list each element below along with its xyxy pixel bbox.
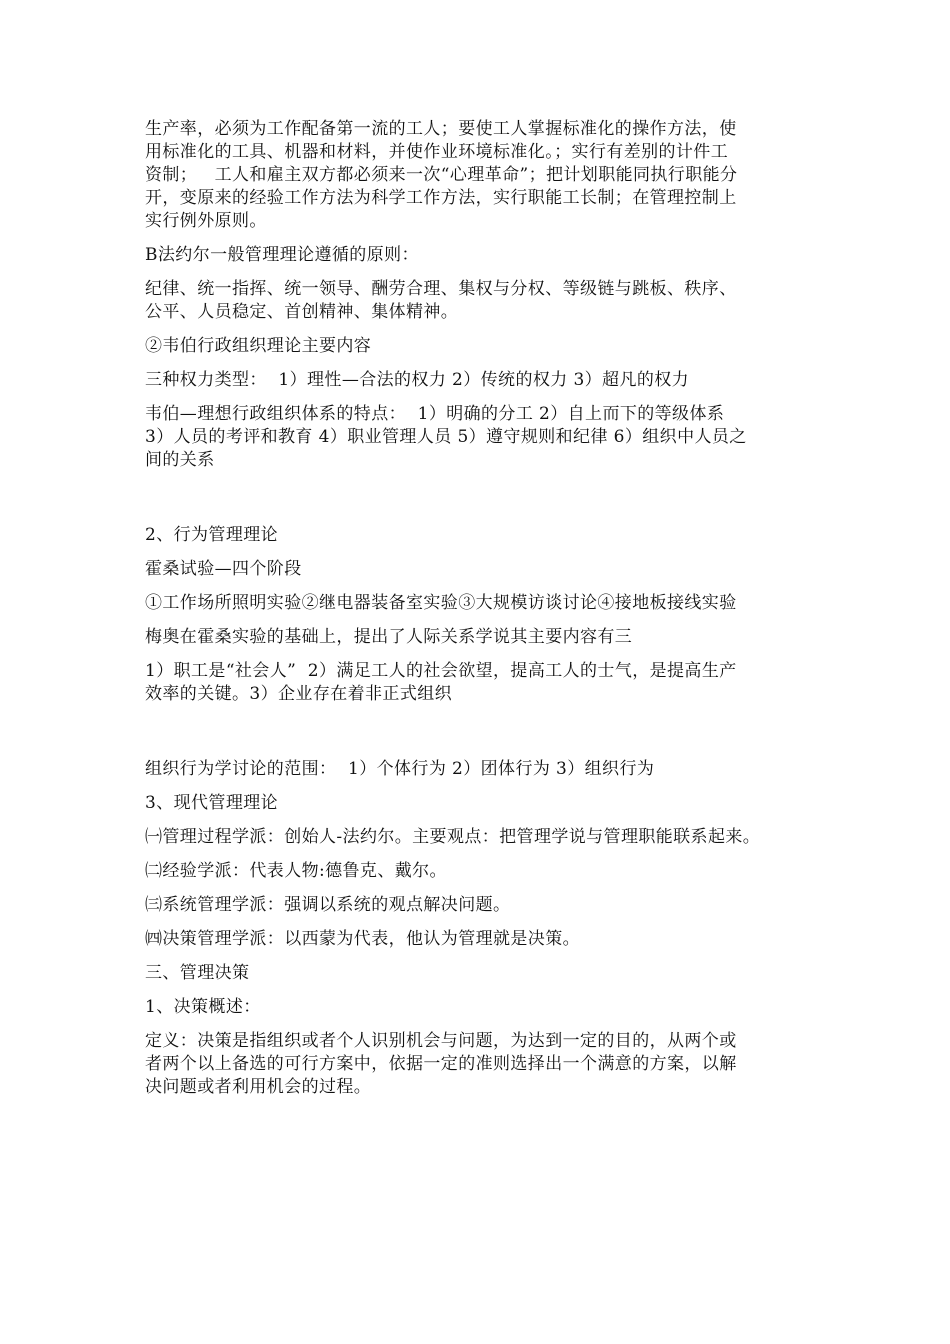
paragraph-weber-features <box>145 403 815 472</box>
text-line: 开，变原来的经验工作方法为科学工作方法，实行职能工长制；在管理控制上 <box>145 188 737 208</box>
heading-fayol-principles <box>145 244 815 267</box>
paragraph-power-types <box>145 369 815 392</box>
text-line: ②韦伯行政组织理论主要内容 <box>145 336 372 356</box>
text-line: B法约尔一般管理理论遵循的原则： <box>145 245 419 265</box>
heading-weber-theory <box>145 335 815 358</box>
heading-management-decision <box>145 962 815 985</box>
paragraph-fayol-list <box>145 278 815 324</box>
paragraph-hawthorne <box>145 558 815 581</box>
paragraph-mayo <box>145 626 815 649</box>
paragraph-org-behavior <box>145 758 815 781</box>
text-line: 三、管理决策 <box>145 963 250 983</box>
text-line: 间的关系 <box>145 450 215 470</box>
paragraph-hawthorne-stages <box>145 592 815 615</box>
text-line: 纪律、统一指挥、统一领导、酬劳合理、集权与分权、等级链与跳板、秩序、 <box>145 279 737 299</box>
heading-decision-overview <box>145 996 815 1019</box>
text-line: 1、决策概述： <box>145 997 261 1017</box>
text-line: 生产率，必须为工作配备第一流的工人；要使工人掌握标准化的操作方法，使 <box>145 119 737 139</box>
text-line: 用标准化的工具、机器和材料，并使作业环境标准化。；实行有差别的计件工 <box>145 142 729 162</box>
paragraph-school-decision <box>145 928 815 951</box>
text-line: 资制； 工人和雇主双方都必须来一次“心理革命”；把计划职能同执行职能分 <box>145 165 738 185</box>
text-line: ㈠管理过程学派：创始人-法约尔。主要观点：把管理学说与管理职能联系起来。 <box>145 827 761 847</box>
text-line: ①工作场所照明实验②继电器装备室实验③大规模访谈讨论④接地板接线实验 <box>145 593 737 613</box>
text-line: 组织行为学讨论的范围： 1）个体行为 2）团体行为 3）组织行为 <box>145 759 655 779</box>
text-line: 霍桑试验—四个阶段 <box>145 559 302 579</box>
paragraph-school-empirical <box>145 860 815 883</box>
text-line: 公平、人员稳定、首创精神、集体精神。 <box>145 302 459 322</box>
paragraph-decision-definition <box>145 1030 815 1099</box>
text-line: ㈢系统管理学派：强调以系统的观点解决问题。 <box>145 895 511 915</box>
text-line: ㈡经验学派：代表人物:德鲁克、戴尔。 <box>145 861 447 881</box>
text-line: 效率的关键。3）企业存在着非正式组织 <box>145 684 453 704</box>
paragraph-school-systems <box>145 894 815 917</box>
paragraph-taylor-principles <box>145 118 815 233</box>
text-line: 三种权力类型： 1）理性—合法的权力 2）传统的权力 3）超凡的权力 <box>145 370 690 390</box>
text-line: 决问题或者利用机会的过程。 <box>145 1077 372 1097</box>
text-line: 1）职工是“社会人” 2）满足工人的社会欲望，提高工人的士气，是提高生产 <box>145 661 737 681</box>
text-line: 3、现代管理理论 <box>145 793 279 813</box>
text-line: 韦伯—理想行政组织体系的特点： 1）明确的分工 2）自上而下的等级体系 <box>145 404 725 424</box>
paragraph-mayo-points <box>145 660 815 706</box>
text-line: 实行例外原则。 <box>145 211 267 231</box>
text-line: ㈣决策管理学派：以西蒙为代表，他认为管理就是决策。 <box>145 929 580 949</box>
heading-modern-theory <box>145 792 815 815</box>
paragraph-school-process <box>145 826 815 849</box>
text-line: 定义：决策是指组织或者个人识别机会与问题，为达到一定的目的，从两个或 <box>145 1031 737 1051</box>
text-line: 3）人员的考评和教育 4）职业管理人员 5）遵守规则和纪律 6）组织中人员之 <box>145 427 747 447</box>
text-line: 者两个以上备选的可行方案中，依据一定的准则选择出一个满意的方案，以解 <box>145 1054 737 1074</box>
text-line: 2、行为管理理论 <box>145 525 279 545</box>
text-line: 梅奥在霍桑实验的基础上，提出了人际关系学说其主要内容有三 <box>145 627 633 647</box>
document-page <box>145 118 815 1099</box>
heading-behavioral-theory <box>145 524 815 547</box>
